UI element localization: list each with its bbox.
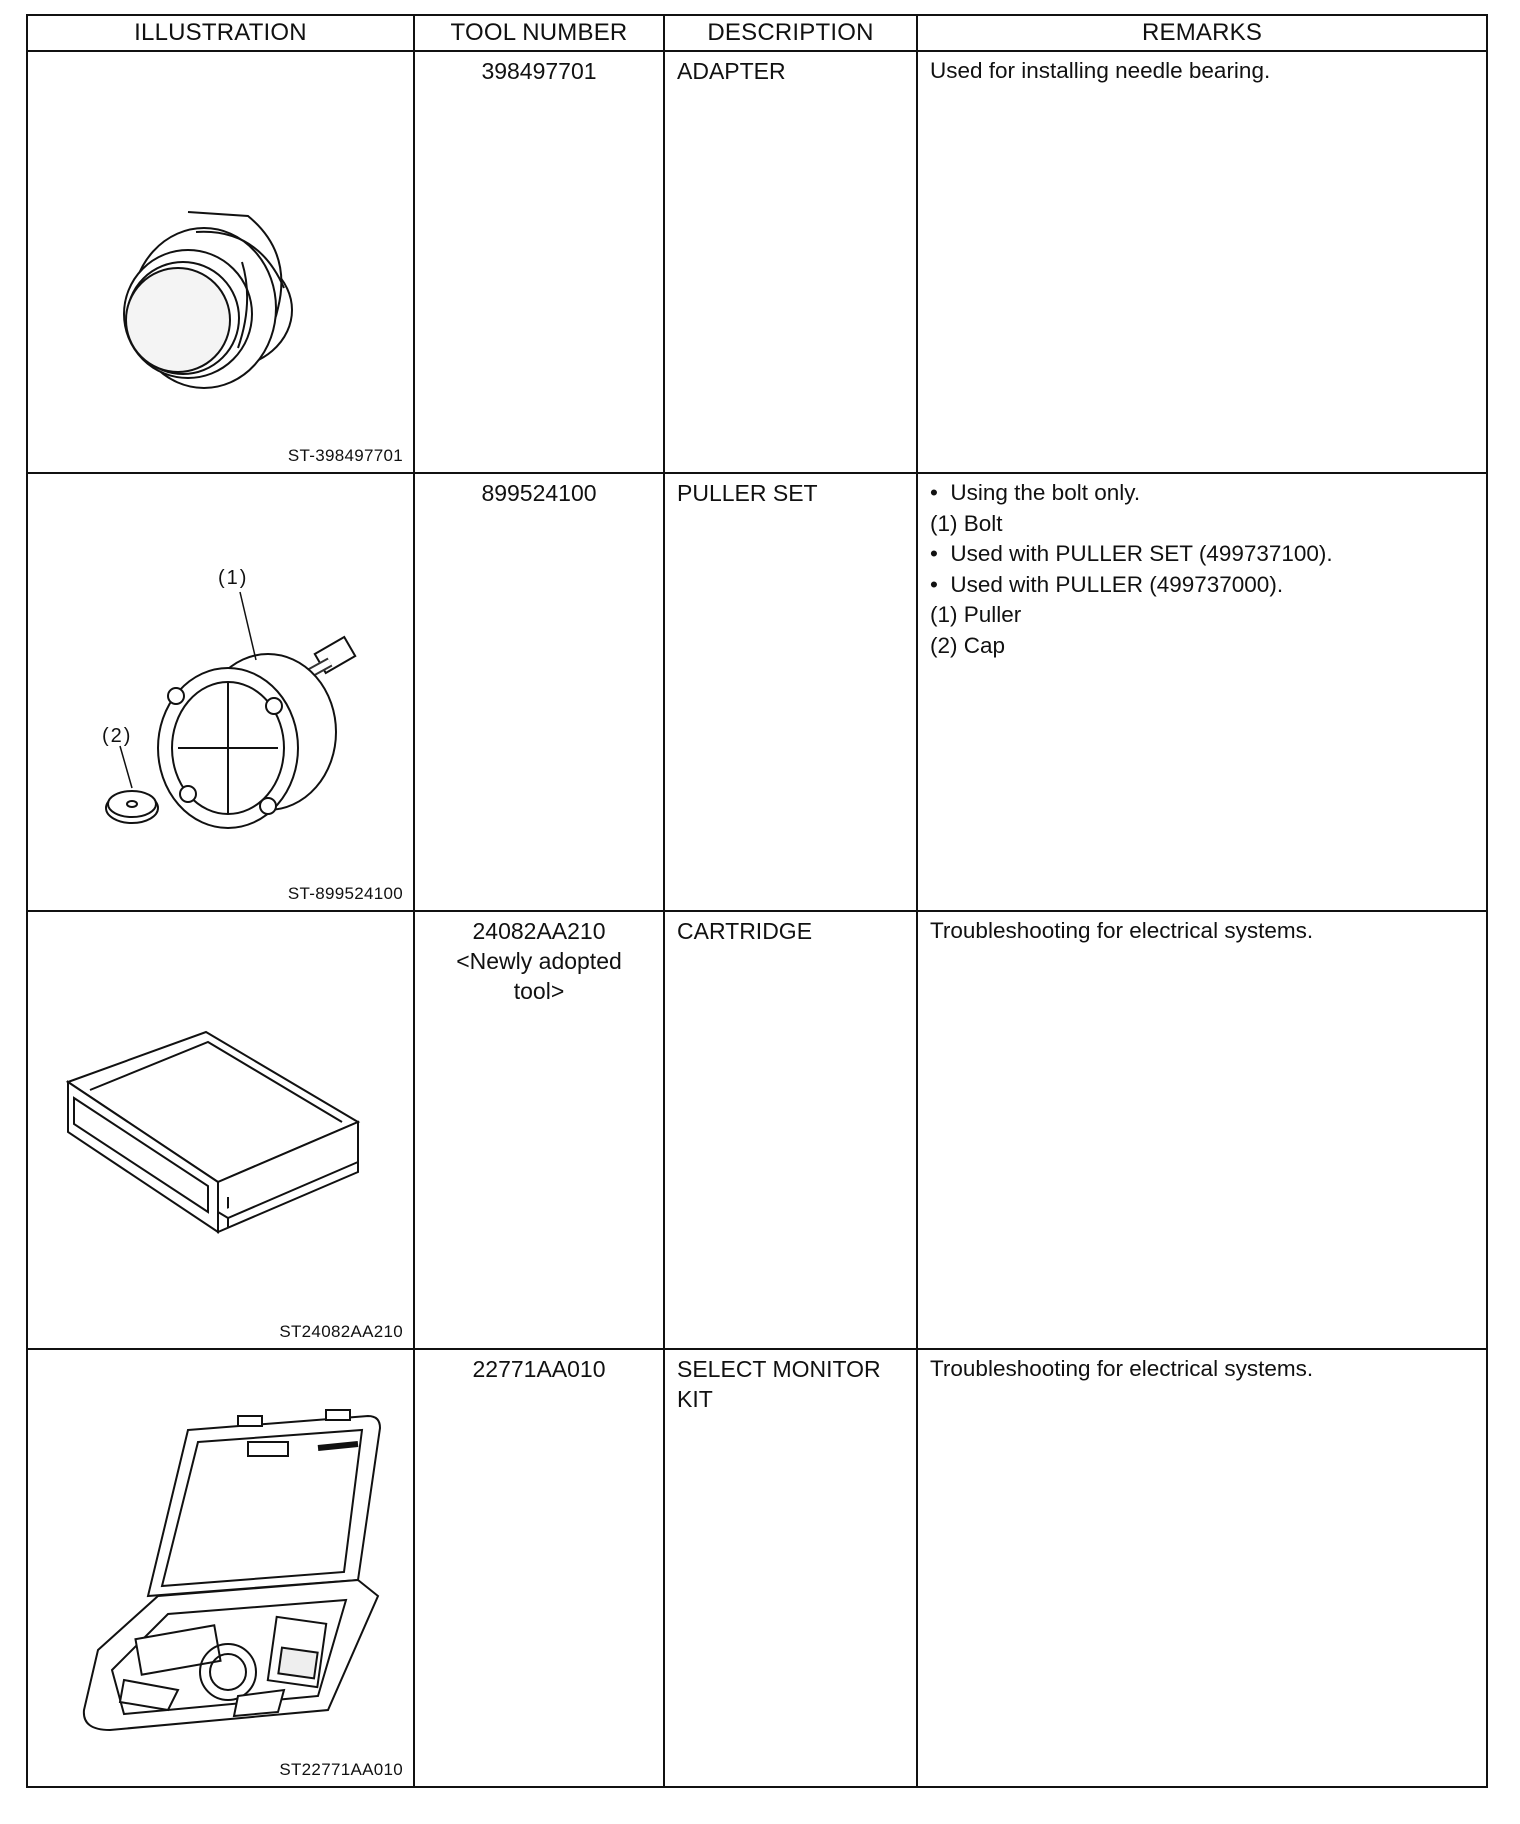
description: SELECT MONITOR KIT	[677, 1356, 881, 1412]
description: PULLER SET	[677, 480, 818, 506]
remarks-cell	[917, 473, 1487, 911]
illustration-code: ST24082AA210	[279, 1322, 403, 1341]
tool-note: <Newly adopted tool>	[456, 948, 622, 1004]
header-remarks: REMARKS	[917, 15, 1487, 51]
remark-line: (1) Puller	[930, 602, 1022, 627]
tool-number: 24082AA210	[472, 918, 606, 944]
remarks-cell	[917, 1349, 1487, 1787]
illustration-code: ST-398497701	[287, 446, 403, 465]
illustration-code: ST-899524100	[287, 884, 403, 903]
illustration-code: ST22771AA010	[279, 1760, 403, 1779]
remark-line: Used for installing needle bearing.	[930, 58, 1271, 83]
remark-line: Troubleshooting for electrical systems.	[930, 918, 1314, 943]
puller-set-illustration	[28, 474, 415, 910]
description-cell	[664, 1349, 917, 1787]
description: ADAPTER	[677, 58, 786, 84]
table-row	[27, 473, 1487, 911]
description-cell	[664, 911, 917, 1349]
cartridge-illustration	[28, 912, 415, 1348]
callout-2: (2)	[102, 725, 133, 747]
remark-line: • Using the bolt only.	[930, 480, 1141, 505]
header-description: DESCRIPTION	[664, 15, 917, 51]
adapter-illustration	[28, 52, 415, 472]
remark-line: • Used with PULLER (499737000).	[930, 571, 1284, 597]
tool-number: 899524100	[481, 480, 597, 506]
tool-number-cell	[414, 51, 664, 473]
remark-line: (2) Cap	[930, 632, 1006, 658]
table-header-row	[27, 15, 1487, 51]
illustration-cell	[27, 473, 414, 911]
table-row	[27, 911, 1487, 1349]
callout-1: (1)	[218, 567, 249, 589]
illustration-cell	[27, 1349, 414, 1787]
remarks-cell	[917, 911, 1487, 1349]
remark-line: (1) Bolt	[930, 510, 1003, 536]
table-row	[27, 51, 1487, 473]
remark-line: • Used with PULLER SET (499737100).	[930, 541, 1333, 566]
header-tool-number: TOOL NUMBER	[414, 15, 664, 51]
tool-number-cell	[414, 911, 664, 1349]
description-cell	[664, 51, 917, 473]
special-tools-table	[26, 14, 1488, 1788]
remarks-cell	[917, 51, 1487, 473]
table-row	[27, 1349, 1487, 1787]
tool-number-cell	[414, 473, 664, 911]
illustration-cell	[27, 911, 414, 1349]
remark-line: Troubleshooting for electrical systems.	[930, 1356, 1314, 1381]
description: CARTRIDGE	[677, 918, 813, 944]
illustration-cell	[27, 51, 414, 473]
tool-number: 22771AA010	[472, 1356, 606, 1382]
header-illustration: ILLUSTRATION	[27, 15, 414, 51]
description-cell	[664, 473, 917, 911]
select-monitor-kit-illustration	[28, 1350, 415, 1786]
tool-number-cell	[414, 1349, 664, 1787]
tool-number: 398497701	[481, 58, 597, 84]
